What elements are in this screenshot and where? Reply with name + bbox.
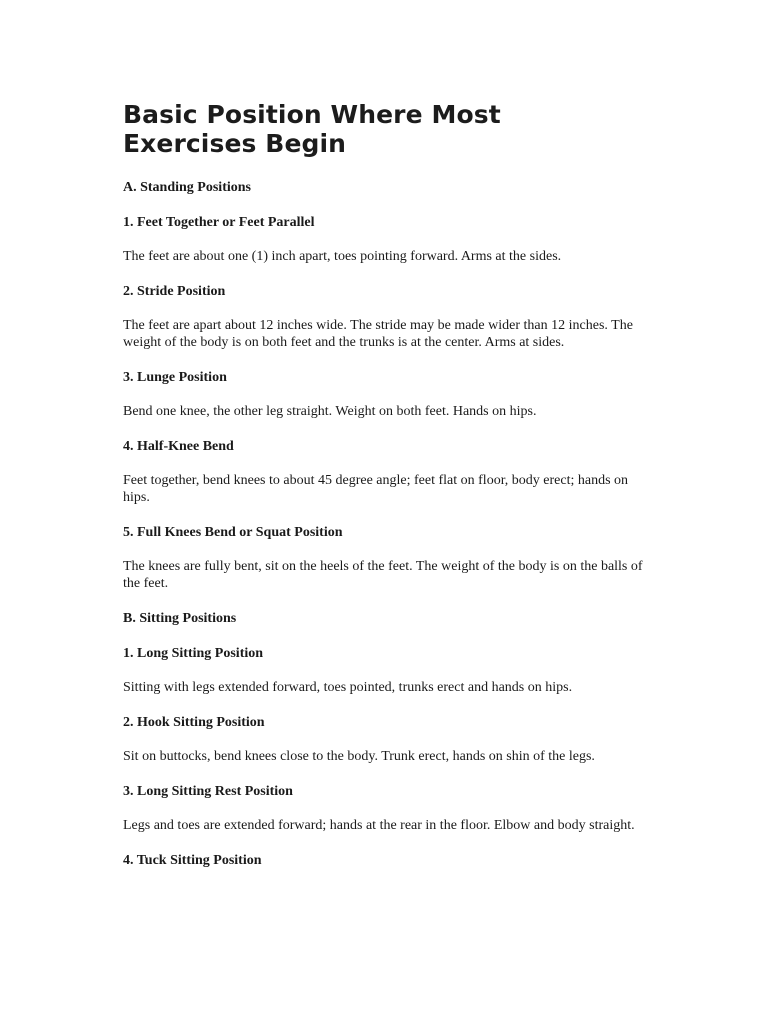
paragraph-half-knee-bend: Feet together, bend knees to about 45 degree angle; feet flat on floor, body erect; hands on hips. <box>123 473 629 505</box>
subheading-long-sitting-rest: 3. Long Sitting Rest Position <box>123 784 293 799</box>
subheading-lunge: 3. Lunge Position <box>123 370 227 385</box>
document-content <box>123 100 643 869</box>
paragraph-hook-sitting: Sit on buttocks, bend knees close to the body. Trunk erect, hands on shin of the legs. <box>123 749 595 764</box>
subheading-stride: 2. Stride Position <box>123 284 226 299</box>
subheading-tuck-sitting: 4. Tuck Sitting Position <box>123 853 262 868</box>
subheading-full-knees-bend: 5. Full Knees Bend or Squat Position <box>123 525 343 540</box>
paragraph-full-knees-bend: The knees are fully bent, sit on the heels of the feet. The weight of the body is on the balls of the feet. <box>123 559 643 591</box>
subheading-hook-sitting: 2. Hook Sitting Position <box>123 715 265 730</box>
paragraph-long-sitting-rest: Legs and toes are extended forward; hands at the rear in the floor. Elbow and body straight. <box>123 818 635 833</box>
section-heading-standing: A. Standing Positions <box>123 180 251 195</box>
subheading-feet-together: 1. Feet Together or Feet Parallel <box>123 215 315 230</box>
paragraph-feet-together: The feet are about one (1) inch apart, toes pointing forward. Arms at the sides. <box>123 249 562 264</box>
paragraph-long-sitting: Sitting with legs extended forward, toes pointed, trunks erect and hands on hips. <box>123 680 573 695</box>
paragraph-lunge: Bend one knee, the other leg straight. Weight on both feet. Hands on hips. <box>123 404 537 419</box>
subheading-half-knee-bend: 4. Half-Knee Bend <box>123 439 234 454</box>
subheading-long-sitting: 1. Long Sitting Position <box>123 646 264 661</box>
section-heading-sitting: B. Sitting Positions <box>123 611 237 626</box>
page-title: Basic Position Where Most Exercises Begin <box>123 100 501 158</box>
paragraph-stride: The feet are apart about 12 inches wide. The stride may be made wider than 12 inches. The weight of the body is on both feet and the trunks is at the center. Arms at sides. <box>123 318 633 350</box>
